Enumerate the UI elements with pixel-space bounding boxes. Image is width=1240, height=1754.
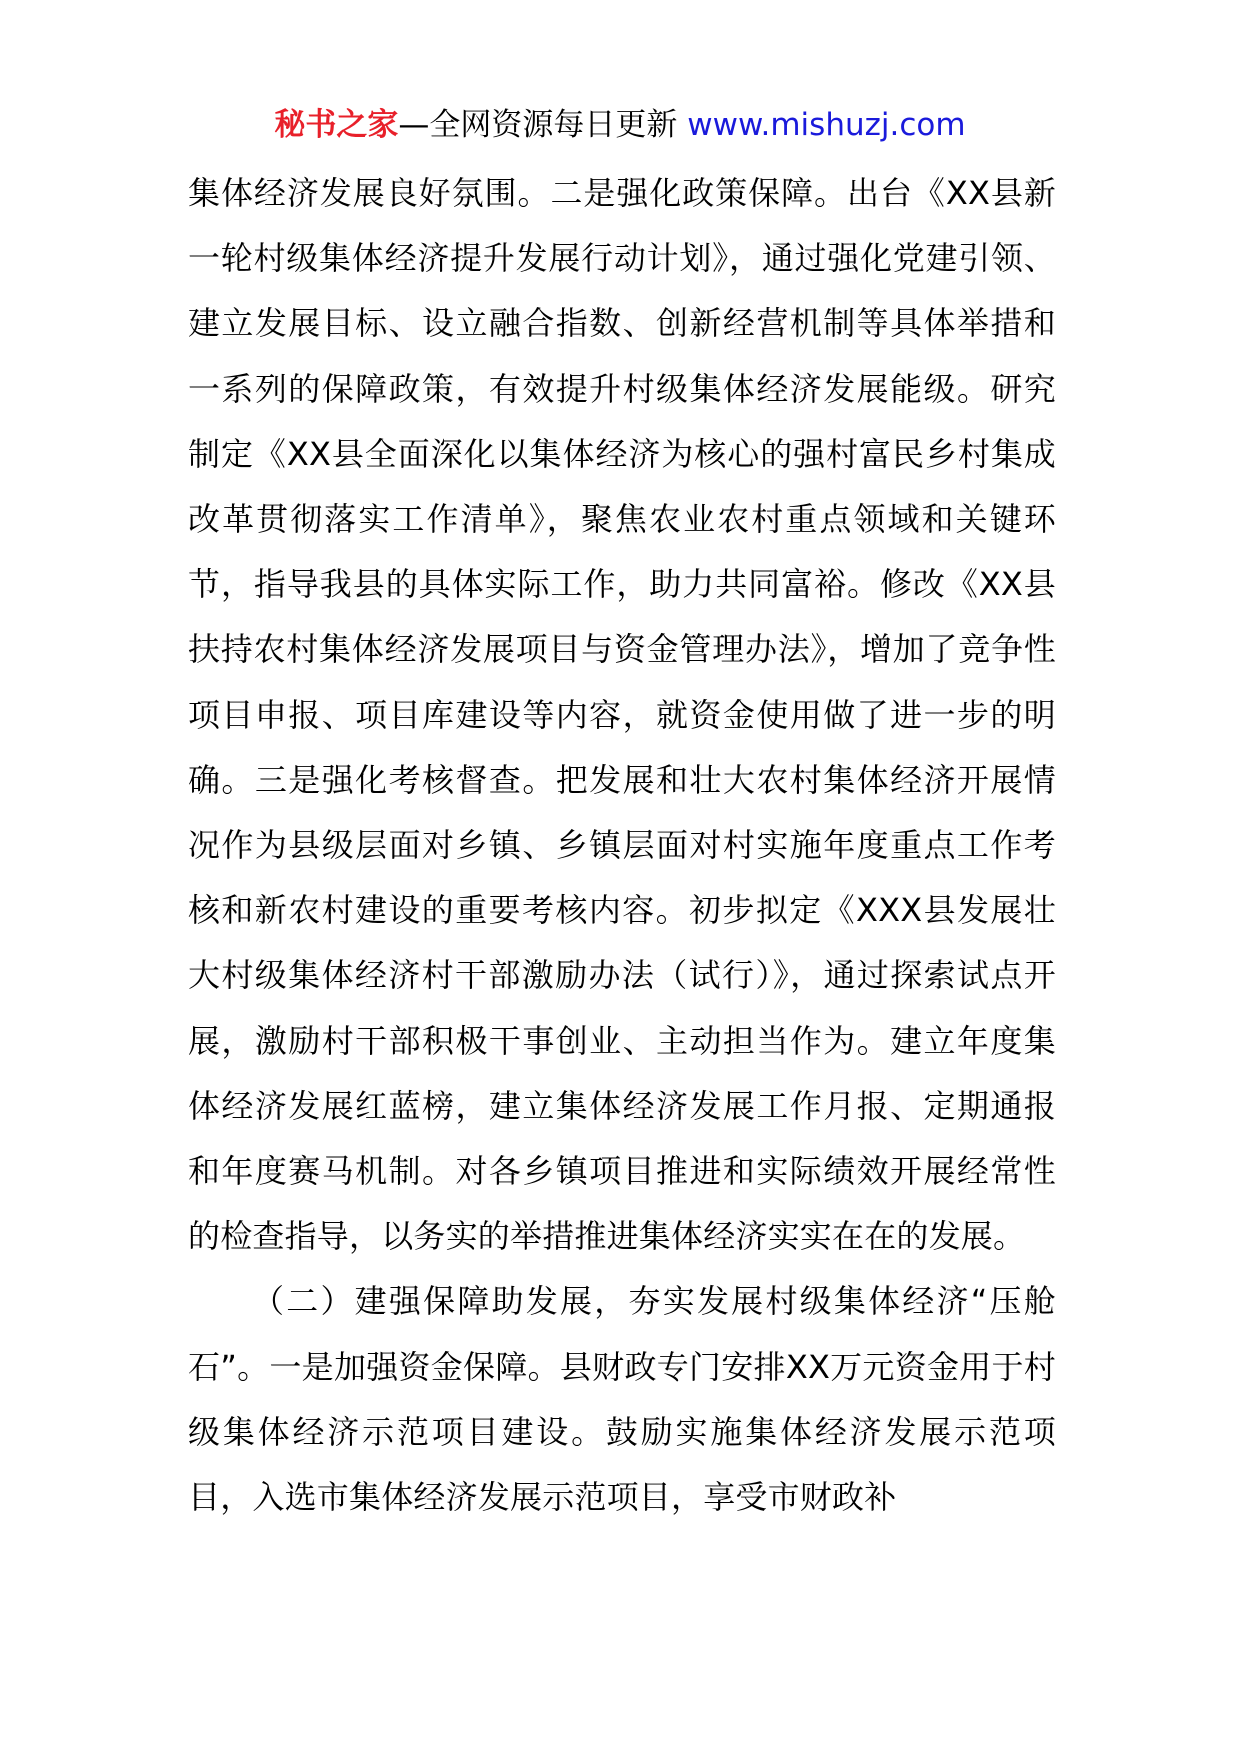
site-tagline: —全网资源每日更新	[398, 107, 678, 143]
site-header	[0, 101, 1240, 149]
paragraph-section-two: （二）建强保障助发展，夯实发展村级集体经济“压舱石”。一是加强资金保障。县财政专门安排XX万元资金用于村级集体经济示范项目建设。鼓励实施集体经济发展示范项目，入选市集体经济发展示范项目，享受市财政补	[188, 1282, 1056, 1517]
site-brand: 秘书之家	[274, 107, 399, 143]
paragraph-policy-continuation: 集体经济发展良好氛围。二是强化政策保障。出台《XX县新一轮村级集体经济提升发展行动计划》，通过强化党建引领、建立发展目标、设立融合指数、创新经营机制等具体举措和一系列的保障政策，有效提升村级集体经济发展能级。研究制定《XX县全面深化以集体经济为核心的强村富民乡村集成改革贯彻落实工作清单》，聚焦农业农村重点领域和关键环节，指导我县的具体实际工作，助力共同富裕。修改《XX县扶持农村集体经济发展项目与资金管理办法》，增加了竞争性项目申报、项目库建设等内容，就资金使用做了进一步的明确。三是强化考核督查。把发展和壮大农村集体经济开展情况作为县级层面对乡镇、乡镇层面对村实施年度重点工作考核和新农村建设的重要考核内容。初步拟定《XXX县发展壮大村级集体经济村干部激励办法（试行）》，通过探索试点开展，激励村干部积极干事创业、主动担当作为。建立年度集体经济发展红蓝榜，建立集体经济发展工作月报、定期通报和年度赛马机制。对各乡镇项目推进和实际绩效开展经常性的检查指导，以务实的举措推进集体经济实实在在的发展。	[188, 174, 1056, 1256]
document-body	[188, 161, 1056, 1530]
site-url[interactable]: www.mishuzj.com	[687, 107, 966, 143]
